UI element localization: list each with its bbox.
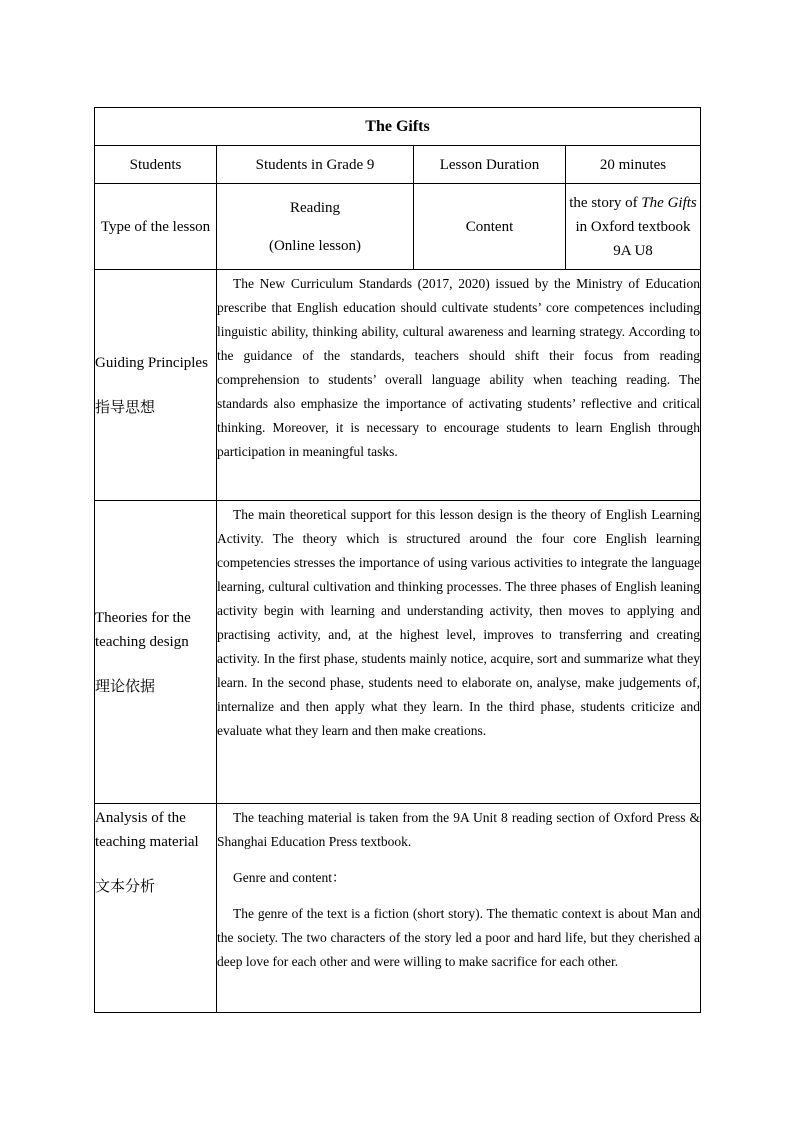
guiding-label-cell xyxy=(95,270,217,501)
analysis-text-cell xyxy=(217,804,701,1013)
content-label: Content xyxy=(414,184,566,270)
theories-label: Theories for the teaching design xyxy=(95,610,191,650)
guiding-text: The New Curriculum Standards (2017, 2020) issued by the Ministry of Education prescribe that English education should cultivate students’ core competences including linguistic ability, thinking ability, cultural awareness and learning strategy. According to the guidance of the standards, teachers should shift their focus from reading comprehension to students’ overall language ability when teaching reading. The standards also emphasize the importance of activating students’ reflective and critical thinking. Moreover, it is necessary to encourage students to learn English through participation in meaningful tasks. xyxy=(217,276,701,459)
guiding-text-cell xyxy=(217,270,701,501)
content-prefix: the story of xyxy=(569,194,642,211)
content-suffix: in Oxford textbook 9A U8 xyxy=(575,218,691,259)
analysis-para-3: The genre of the text is a fiction (short story). The thematic context is about Man and the society. The two characters of the story led a poor and hard life, but they cherished a deep love for each other and were willing to make sacrifice for each other. xyxy=(217,906,701,969)
content-title: The Gifts xyxy=(641,194,697,211)
analysis-para-2: Genre and content： xyxy=(233,870,346,885)
guiding-label: Guiding Principles xyxy=(95,355,208,371)
analysis-label-cn: 文本分析 xyxy=(95,877,156,895)
guiding-label-cn: 指导思想 xyxy=(95,398,156,416)
table-title: The Gifts xyxy=(95,108,701,146)
duration-label: Lesson Duration xyxy=(414,146,566,184)
duration-value: 20 minutes xyxy=(566,146,701,184)
lesson-type-line2: (Online lesson) xyxy=(268,237,362,254)
theories-text-cell xyxy=(217,501,701,804)
lesson-plan-table xyxy=(94,107,701,1013)
analysis-label-cell xyxy=(95,804,217,1013)
lesson-type-line1: Reading xyxy=(290,199,340,216)
students-value: Students in Grade 9 xyxy=(217,146,414,184)
lesson-type-value xyxy=(217,184,414,270)
students-label: Students xyxy=(95,146,217,184)
analysis-label: Analysis of the teaching material xyxy=(95,810,199,850)
theories-label-cn: 理论依据 xyxy=(95,677,156,695)
theories-text: The main theoretical support for this lesson design is the theory of English Learning Activity. The theory which is structured around the four core English learning competencies stresses the importance of using various activities to integrate the language learning, cultural cultivation and thinking processes. The three phases of English leaning activity begin with learning and understanding activity, then moves to applying and practising activity, and, at the highest level, improves to transferring and creating activity. In the first phase, students mainly notice, acquire, sort and summarize what they learn. In the second phase, students need to elaborate on, analyse, make judgements of, internalize and then apply what they learn. In the third phase, students criticize and evaluate what they learn and then make creations. xyxy=(217,507,701,738)
theories-label-cell xyxy=(95,501,217,804)
lesson-type-label: Type of the lesson xyxy=(95,184,217,270)
content-value xyxy=(566,184,701,270)
analysis-para-1: The teaching material is taken from the 9A Unit 8 reading section of Oxford Press & Shanghai Education Press textbook. xyxy=(217,810,701,849)
